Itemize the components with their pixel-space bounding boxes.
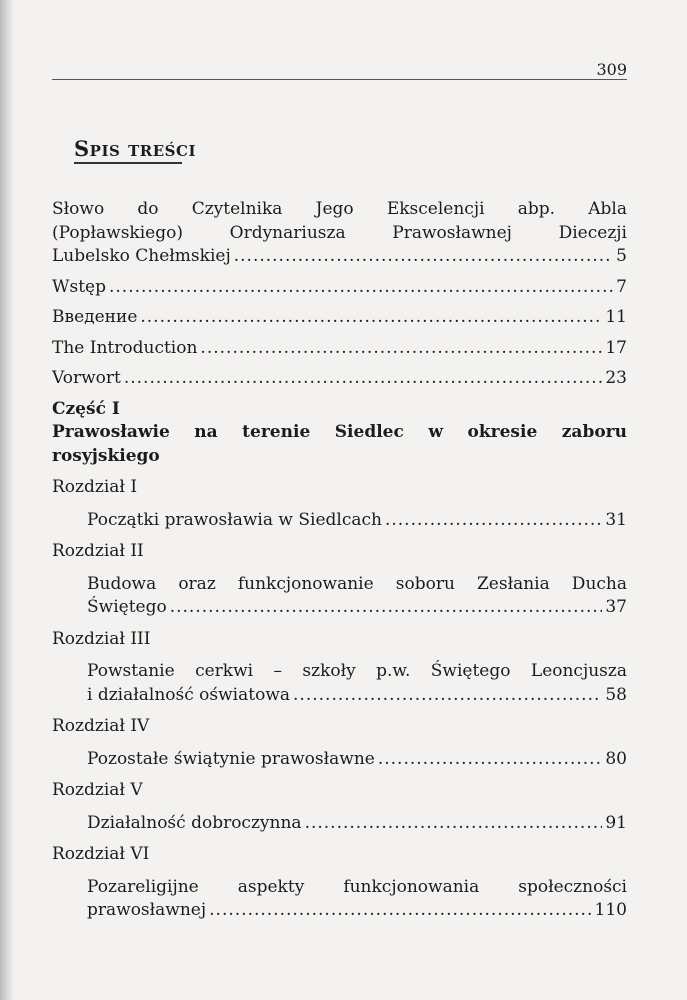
- chapter-title-line: Budowa oraz funkcjonowanie soboru Zesłania Ducha: [87, 573, 627, 594]
- page-binding-edge: [0, 0, 14, 1000]
- leader-dots: [305, 812, 603, 836]
- toc-entry-slowo[interactable]: [52, 198, 627, 269]
- chapter-title-line: Świętego: [87, 597, 167, 617]
- header-rule: [52, 79, 627, 80]
- toc-part-1: [52, 398, 627, 469]
- chapter-title: [87, 509, 627, 533]
- toc-entry-title: Wstęp: [52, 276, 106, 297]
- toc-chapter[interactable]: [52, 843, 627, 923]
- toc-page-number: 58: [605, 684, 627, 705]
- toc-chapter[interactable]: [52, 628, 627, 708]
- leader-dots: [234, 245, 613, 269]
- toc-title: [74, 136, 196, 161]
- chapter-title-line: Pozareligijne aspekty funkcjonowania społeczności: [87, 876, 627, 897]
- leader-dots: [209, 899, 591, 923]
- leader-dots: [200, 337, 602, 361]
- toc-page-number: 80: [605, 748, 627, 769]
- toc-page-number: 17: [605, 337, 627, 358]
- toc-chapter[interactable]: [52, 779, 627, 835]
- chapter-title: [87, 876, 627, 923]
- leader-dots: [124, 367, 603, 391]
- chapter-title: [87, 748, 627, 772]
- chapter-label: Rozdział VI: [52, 844, 150, 864]
- toc-chapter[interactable]: [52, 476, 627, 532]
- toc-entry-line: Słowo do Czytelnika Jego Ekscelencji abp. Abla: [52, 199, 627, 219]
- leader-dots: [170, 596, 603, 620]
- toc-page-number: 91: [605, 812, 627, 833]
- toc-entry-title: Vorwort: [52, 368, 121, 388]
- chapter-label: Rozdział V: [52, 780, 143, 800]
- toc-entry-introduction[interactable]: [52, 337, 627, 361]
- toc-title-underline: [74, 162, 182, 164]
- leader-dots: [293, 684, 602, 708]
- table-of-contents: [52, 198, 627, 931]
- toc-title-rest1: PIS: [89, 142, 121, 160]
- chapter-label: Rozdział II: [52, 541, 144, 561]
- toc-entry-line: (Popławskiego) Ordynariusza Prawosławnej Diecezji: [52, 222, 627, 243]
- chapter-title: [87, 660, 627, 707]
- toc-title-cap: S: [74, 136, 90, 161]
- toc-entry-title: The Introduction: [52, 337, 198, 358]
- chapter-label: Rozdział I: [52, 477, 138, 497]
- chapter-title-line: Pozostałe świątynie prawosławne: [87, 748, 375, 769]
- leader-dots: [109, 276, 613, 300]
- toc-page-number: 37: [605, 597, 627, 617]
- toc-page-number: 5: [616, 246, 627, 266]
- part-title-line: rosyjskiego: [52, 445, 160, 466]
- chapter-label: Rozdział III: [52, 628, 151, 649]
- toc-entry-vorwort[interactable]: [52, 367, 627, 391]
- toc-entry-wstep[interactable]: [52, 276, 627, 300]
- chapter-title: [87, 812, 627, 836]
- page-number: 309: [596, 60, 627, 79]
- chapter-title: [87, 573, 627, 620]
- toc-page-number: 7: [616, 276, 627, 297]
- leader-dots: [385, 509, 602, 533]
- toc-page-number: 110: [594, 900, 627, 920]
- chapter-title-line: Powstanie cerkwi – szkoły p.w. Świętego Leoncjusza: [87, 661, 627, 681]
- chapter-title-line: i działalność oświatowa: [87, 684, 291, 705]
- toc-page-number: 11: [605, 307, 627, 327]
- toc-chapter[interactable]: [52, 540, 627, 620]
- chapter-label: Rozdział IV: [52, 716, 150, 736]
- chapter-title-line: prawosławnej: [87, 900, 207, 920]
- leader-dots: [140, 306, 602, 330]
- toc-page-number: 23: [605, 368, 627, 388]
- chapter-list: [52, 476, 627, 923]
- toc-entry-title: Введение: [52, 307, 138, 327]
- toc-entry-line: Lubelsko Chełmskiej: [52, 246, 231, 266]
- part-title-line: Prawosławie na terenie Siedlec w okresie zaboru: [52, 422, 627, 442]
- chapter-title-line: Początki prawosławia w Siedlcach: [87, 509, 382, 530]
- toc-chapter[interactable]: [52, 715, 627, 771]
- leader-dots: [378, 748, 603, 772]
- part-label: Część I: [52, 398, 120, 419]
- toc-entry-vvedenie[interactable]: [52, 306, 627, 330]
- toc-page-number: 31: [605, 509, 627, 530]
- chapter-title-line: Działalność dobroczynna: [87, 812, 302, 833]
- toc-title-rest2: TREŚCI: [128, 142, 196, 160]
